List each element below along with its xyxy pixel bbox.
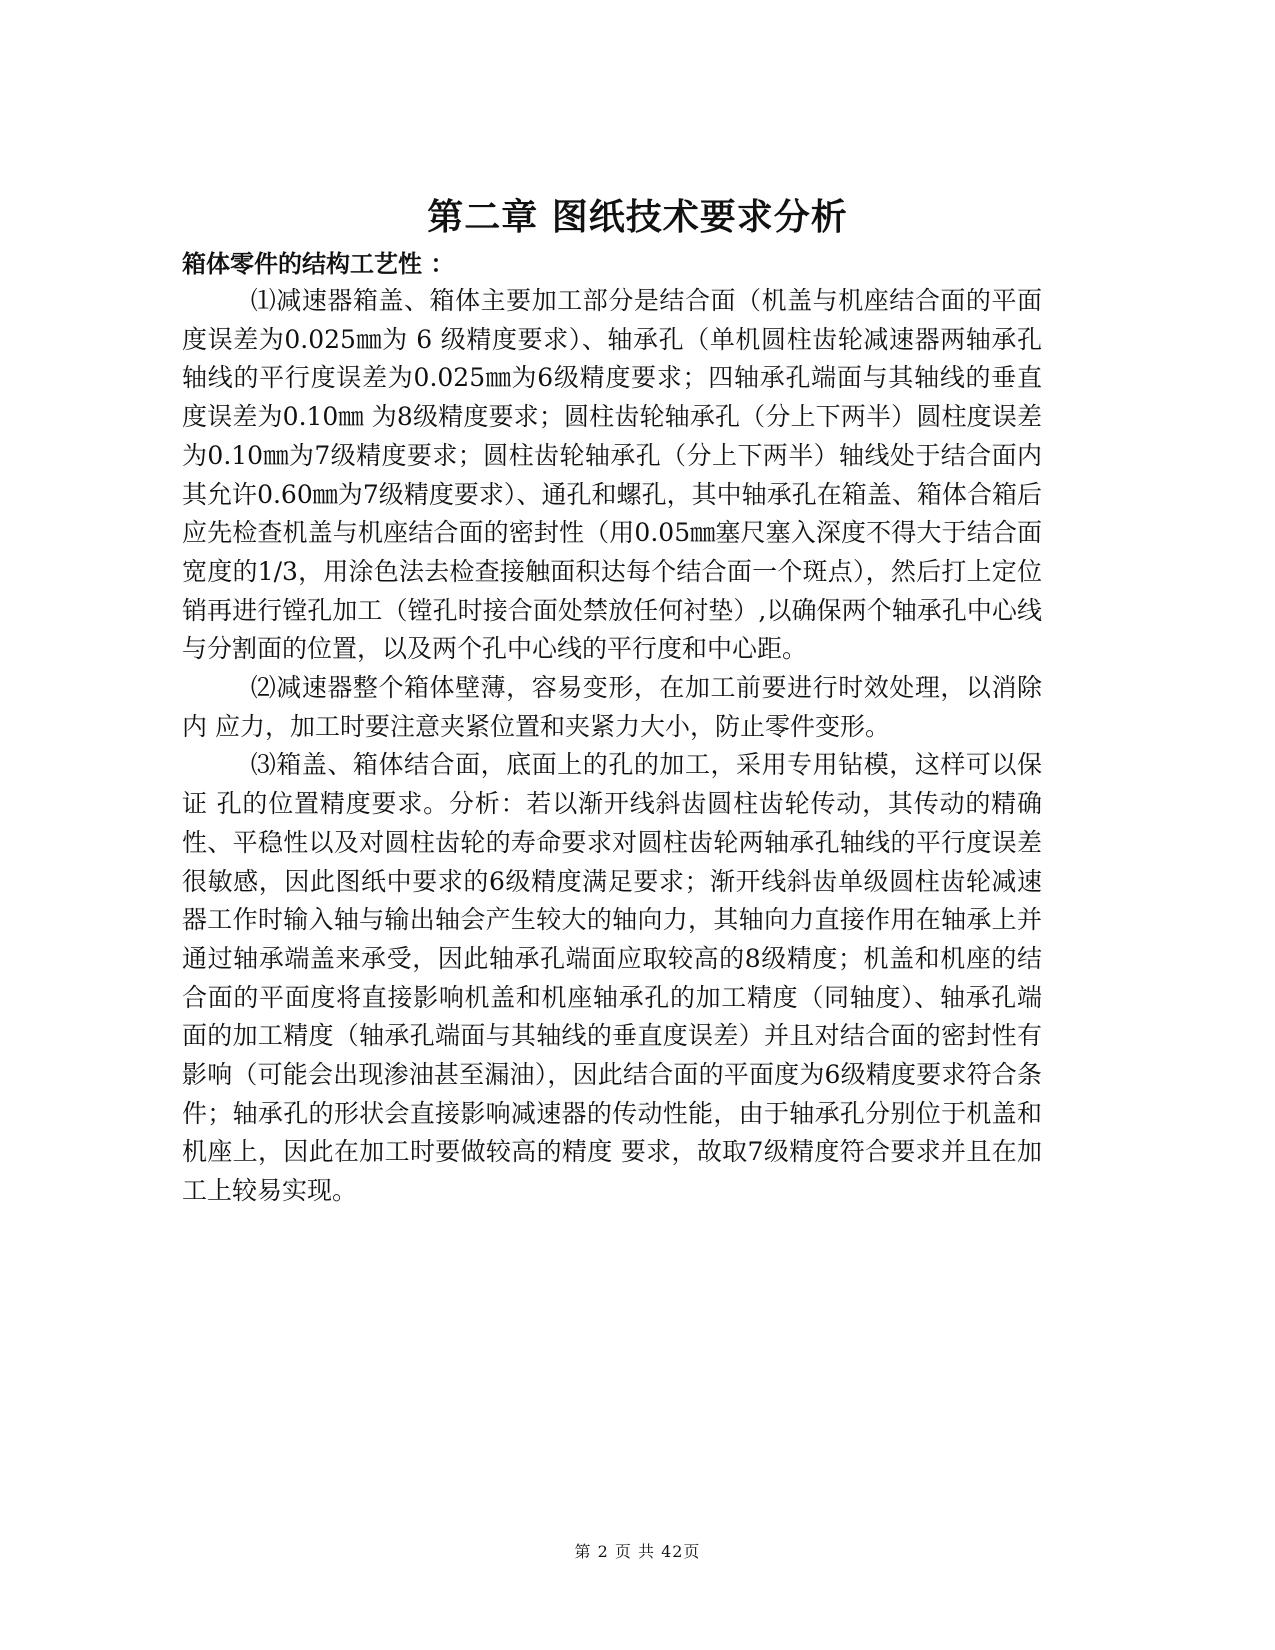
body-text <box>182 282 1042 1211</box>
paragraph-2: ⑵减速器整个箱体壁薄，容易变形，在加工前要进行时效处理，以消除内 应力，加工时要注意夹紧位置和夹紧力大小，防止零件变形。 <box>182 673 1042 741</box>
paragraph-1: ⑴减速器箱盖、箱体主要加工部分是结合面（机盖与机座结合面的平面度误差为0.025㎜为 6 级精度要求）、轴承孔（单机圆柱齿轮减速器两轴承孔轴线的平行度误差为0.025㎜为6级精度要求；四轴承孔端面与其轴线的垂直度误差为0.10㎜ 为8级精度要求；圆柱齿轮轴承孔（分上下两半）圆柱度误差为0.10㎜为7级精度要求；圆柱齿轮轴承孔（分上下两半）轴线处于结合面内其允许0.60㎜为7级精度要求）、通孔和螺孔，其中轴承孔在箱盖、箱体合箱后应先检查机盖与机座结合面的密封性（用0.05㎜塞尺塞入深度不得大于结合面宽度的1/3，用涂色法去检查接触面积达每个结合面一个斑点），然后打上定位销再进行镗孔加工（镗孔时接合面处禁放任何衬垫）,以确保两个轴承孔中心线与分割面的位置，以及两个孔中心线的平行度和中心距。 <box>182 286 1042 664</box>
page-footer: 第 2 页 共 42页 <box>574 1542 701 1561</box>
page-title: 第二章 图纸技术要求分析 <box>427 197 848 238</box>
section-heading: 箱体零件的结构工艺性 ： <box>182 250 455 278</box>
paragraph-3: ⑶箱盖、箱体结合面，底面上的孔的加工，采用专用钻模，这样可以保证 孔的位置精度要求。分析：若以渐开线斜齿圆柱齿轮传动，其传动的精确性、平稳性以及对圆柱齿轮的寿命要求对圆柱齿轮两轴承孔轴线的平行度误差很敏感，因此图纸中要求的6级精度满足要求；渐开线斜齿单级圆柱齿轮减速器工作时输入轴与输出轴会产生较大的轴向力，其轴向力直接作用在轴承上并通过轴承端盖来承受，因此轴承孔端面应取较高的8级精度；机盖和机座的结合面的平面度将直接影响机盖和机座轴承孔的加工精度（同轴度）、轴承孔端面的加工精度（轴承孔端面与其轴线的垂直度误差）并且对结合面的密封性有影响（可能会出现渗油甚至漏油），因此结合面的平面度为6级精度要求符合条件；轴承孔的形状会直接影响减速器的传动性能，由于轴承孔分别位于机盖和机座上，因此在加工时要做较高的精度 要求，故取7级精度符合要求并且在加工上较易实现。 <box>182 750 1042 1206</box>
